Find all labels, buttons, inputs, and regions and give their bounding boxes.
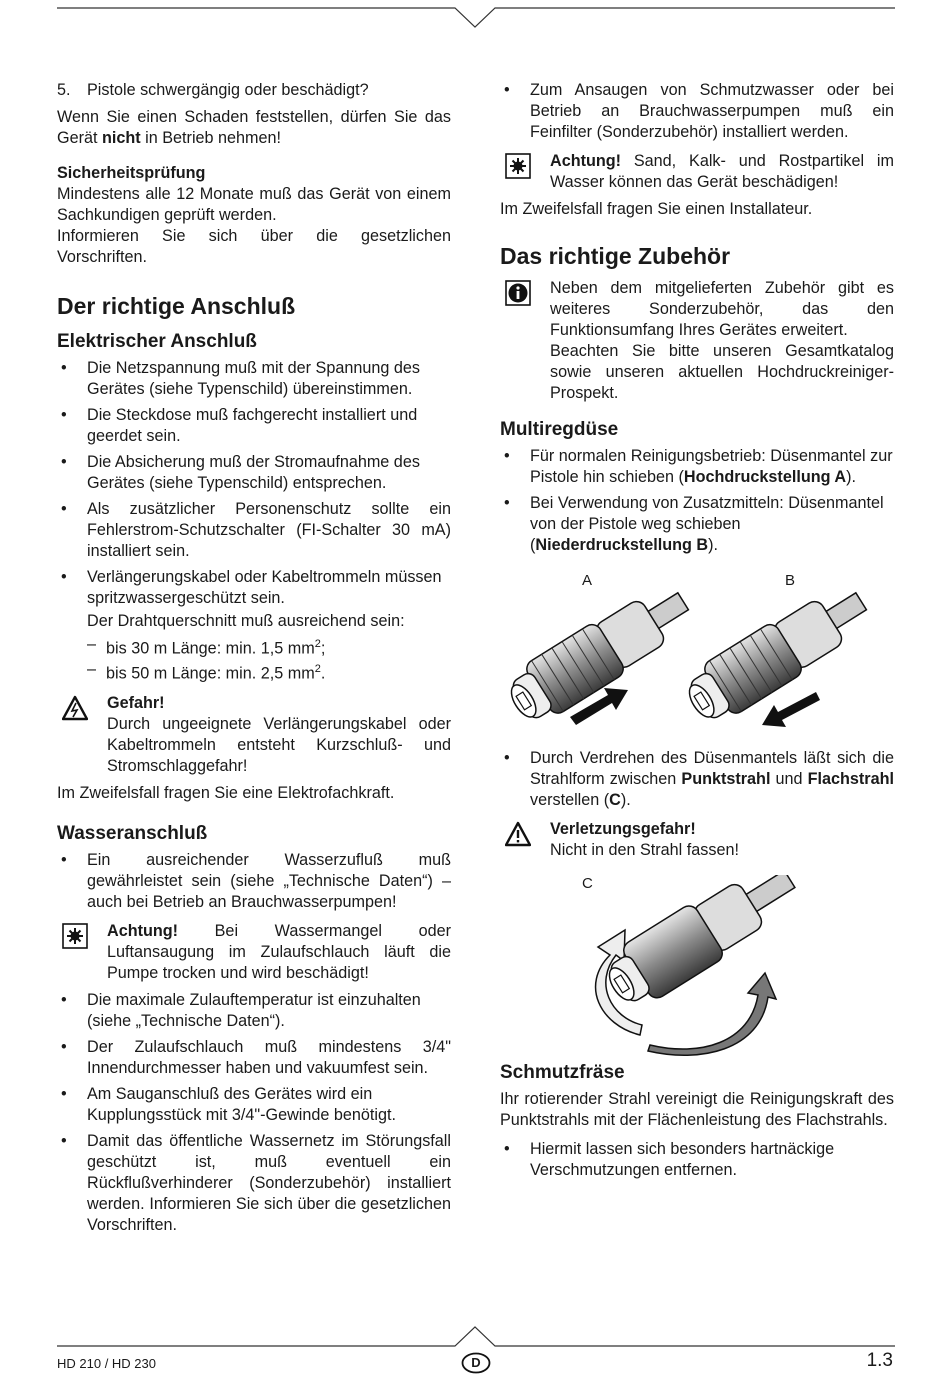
multi-text: Für normalen Reinigungsbetrieb: Düsenmantel zur Pistole hin schieben ( xyxy=(530,447,893,486)
damage-paragraph xyxy=(57,107,451,149)
info-icon xyxy=(505,280,531,306)
figure-label-a: A xyxy=(582,572,593,589)
rotate-text: verstellen ( xyxy=(530,791,610,809)
water-list-1 xyxy=(57,850,451,913)
bottom-rule xyxy=(57,1320,895,1350)
model-label: HD 210 / HD 230 xyxy=(57,1356,156,1371)
rotate-bold: Flachstrahl xyxy=(807,770,894,788)
caution-text: Bei Wassermangel oder Luftansaugung im Zulaufschlauch läuft die Pumpe trocken und wird beschädigt! xyxy=(107,921,451,982)
electric-hazard-icon xyxy=(62,695,88,721)
info-note xyxy=(500,278,894,404)
item-text: Pistole schwergängig oder beschädigt? xyxy=(87,81,369,99)
dirt-list xyxy=(500,1139,894,1181)
rotate-text: ). xyxy=(620,791,631,809)
list-item xyxy=(500,446,894,488)
figure-label-b: B xyxy=(785,572,796,589)
list-item: • Der Zulaufschlauch muß mindestens 3/4" Innendurchmesser haben und vakuumfest sein. xyxy=(57,1037,451,1079)
dash-item xyxy=(57,659,451,684)
multi-text-end: ). xyxy=(708,536,718,554)
subheading-multi: Multiregdüse xyxy=(500,419,619,440)
dash-text: bis 50 m Länge: min. 2,5 mm xyxy=(106,664,315,683)
subheading-water: Wasseranschluß xyxy=(57,822,208,844)
damage-text: Wenn Sie einen Schaden feststellen, dürfen Sie das Gerät xyxy=(57,108,451,147)
figure-label-c: C xyxy=(582,875,593,892)
check-item-5 xyxy=(57,80,451,101)
list-item: • Die Netzspannung muß mit der Spannung des Gerätes (siehe Typenschild) übereinstimmen. xyxy=(57,358,451,400)
page-number: 1.3 xyxy=(866,1350,893,1371)
dirt-text: Ihr rotierender Strahl vereinigt die Reinigungskraft des Punktstrahls mit der Flächenleistung des Flachstrahls. xyxy=(500,1090,894,1129)
item-number: 5. xyxy=(57,81,71,99)
list-item: • Damit das öffentliche Wassernetz im Störungsfall geschützt ist, muß eventuell ein Rückflußverhinderer (Sonderzubehör) installiert werden. Informieren Sie sich über die gesetzlichen Vorschriften. xyxy=(57,1131,451,1236)
warning-icon xyxy=(505,821,531,847)
damage-bold: nicht xyxy=(101,129,141,147)
rotate-bold: C xyxy=(609,791,621,809)
subheading-dirt: Schmutzfräse xyxy=(500,1062,625,1083)
list-item: • Zum Ansaugen von Schmutzwasser oder bei Betrieb an Brauchwasserpumpen muß ein Feinfilter (Sonderzubehör) installiert werden. xyxy=(500,80,894,143)
right-column xyxy=(500,80,894,1186)
rotate-list xyxy=(500,748,894,811)
list-item: • Ein ausreichender Wasserzufluß muß gewährleistet sein (siehe „Technische Daten“) – auch bei Betrieb an Brauchwasserpumpen! xyxy=(57,850,451,913)
list-item: • Als zusätzlicher Personenschutz sollte ein Fehlerstrom-Schutzschalter (FI-Schalter 30 mA) installiert sein. xyxy=(57,499,451,562)
rotate-text: und xyxy=(770,770,808,788)
caution-gear-icon xyxy=(62,923,88,949)
injury-text: Nicht in den Strahl fassen! xyxy=(550,841,739,859)
cable-text: • Verlängerungskabel oder Kabeltrommeln müssen spritzwassergeschützt sein. xyxy=(87,568,442,607)
nozzle-figure-ab xyxy=(500,562,894,740)
caution-title: Achtung! xyxy=(107,921,179,940)
dash-end: ; xyxy=(320,639,326,658)
injury-title: Verletzungsgefahr! xyxy=(550,820,696,838)
list-item: • Die maximale Zulauftemperatur ist einzuhalten (siehe „Technische Daten“). xyxy=(57,990,451,1032)
top-rule xyxy=(57,0,895,30)
list-item: • Die Absicherung muß der Stromaufnahme des Gerätes (siehe Typenschild) entsprechen. xyxy=(57,452,451,494)
list-item: • Die Steckdose muß fachgerecht installiert und geerdet sein. xyxy=(57,405,451,447)
caution-gear-icon xyxy=(505,153,531,179)
section-heading-connection: Der richtige Anschluß xyxy=(57,293,296,319)
country-code: D xyxy=(471,1355,481,1370)
rotate-bold: Punktstrahl xyxy=(681,770,771,788)
caution-note xyxy=(57,921,451,984)
safety-heading: Sicherheitsprüfung xyxy=(57,164,206,182)
section-heading-accessories: Das richtige Zubehör xyxy=(500,243,731,269)
list-item xyxy=(500,748,894,811)
nozzle-figure-c xyxy=(500,867,894,1057)
info-text-2: Beachten Sie bitte unseren Gesamtkatalog sowie unseren aktuellen Hochdruckreiniger-Prospekt. xyxy=(550,342,894,402)
subheading-electric: Elektrischer Anschluß xyxy=(57,331,257,352)
water-list-2 xyxy=(57,990,451,1236)
multi-text-end: ). xyxy=(846,468,856,486)
caution-text: Sand, Kalk- und Rostpartikel im Wasser können das Gerät beschädigen! xyxy=(550,152,894,191)
danger-note xyxy=(57,693,451,777)
list-item: • Am Sauganschluß des Gerätes wird ein Kupplungsstück mit 3/4"-Gewinde benötigt. xyxy=(57,1084,451,1126)
info-text-1: Neben dem mitgelieferten Zubehör gibt es weiteres Sonderzubehör, das den Funktionsumfang Ihres Gerätes erweitert. xyxy=(550,279,894,339)
caution-note xyxy=(500,151,894,193)
installer-text: Im Zweifelsfall fragen Sie einen Installateur. xyxy=(500,200,813,218)
superscript: 2 xyxy=(314,638,321,650)
injury-note xyxy=(500,819,894,861)
damage-text-end: in Betrieb nehmen! xyxy=(140,129,282,147)
electric-list xyxy=(57,358,451,685)
superscript: 2 xyxy=(314,663,321,676)
multi-bold: Niederdruckstellung B xyxy=(535,536,709,554)
multi-list xyxy=(500,446,894,556)
dash-text: bis 30 m Länge: min. 1,5 mm xyxy=(106,639,315,658)
safety-text-1: Mindestens alle 12 Monate muß das Gerät von einem Sachkundigen geprüft werden. xyxy=(57,185,451,224)
caution-title: Achtung! xyxy=(550,152,622,170)
left-column xyxy=(57,80,451,1241)
rotate-text: Durch Verdrehen des Düsenmantels läßt sich die Strahlform zwischen xyxy=(530,749,894,788)
multi-bold: Hochdruckstellung A xyxy=(683,468,847,486)
nozzle-illustration-c xyxy=(580,875,900,1057)
safety-text-2: Informieren Sie sich über die gesetzlichen Vorschriften. xyxy=(57,227,451,266)
list-item-cable xyxy=(57,567,451,632)
list-item: • Hiermit lassen sich besonders hartnäckige Verschmutzungen entfernen. xyxy=(500,1139,894,1181)
dash-item xyxy=(57,634,451,659)
danger-title: Gefahr! xyxy=(107,693,165,712)
multi-text: Bei Verwendung von Zusatzmitteln: Düsenmantel von der Pistole weg schieben ( xyxy=(530,494,884,554)
cable-sub: Der Drahtquerschnitt muß ausreichend sein: xyxy=(87,612,405,630)
nozzle-illustration-ab xyxy=(500,582,900,740)
country-badge xyxy=(461,1352,491,1374)
dash-end: . xyxy=(320,664,326,683)
danger-text: Durch ungeeignete Verlängerungskabel oder Kabeltrommeln entsteht Kurzschluß- und Stromschlaggefahr! xyxy=(107,714,451,775)
filter-list xyxy=(500,80,894,143)
list-item xyxy=(500,493,894,556)
electrician-text: Im Zweifelsfall fragen Sie eine Elektrofachkraft. xyxy=(57,783,395,802)
